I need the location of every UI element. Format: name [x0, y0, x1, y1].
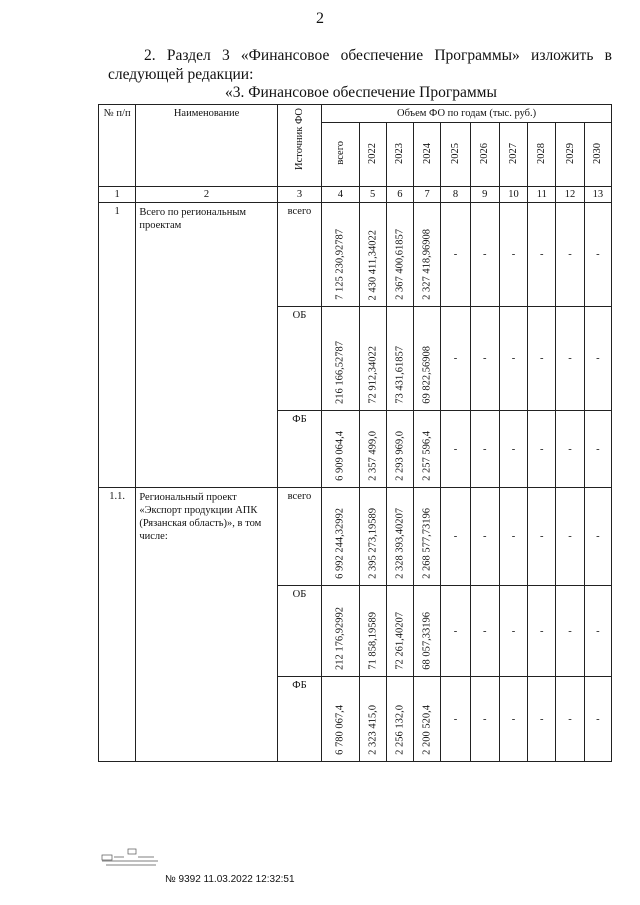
header-col-2030: 2030 [584, 123, 611, 187]
funding-source: всего [277, 203, 321, 307]
column-number: 1 [99, 187, 136, 203]
row-name: Всего по региональным проектам [136, 203, 277, 488]
empty-value: - [470, 203, 499, 307]
empty-value: - [470, 411, 499, 488]
header-col-2023: 2023 [386, 123, 413, 187]
empty-value: - [528, 411, 556, 488]
empty-value: - [441, 307, 470, 411]
empty-value: - [584, 586, 611, 677]
empty-value: - [470, 307, 499, 411]
year-value: 71 858,19589 [359, 586, 386, 677]
year-value: 2 323 415,0 [359, 677, 386, 762]
empty-value: - [584, 677, 611, 762]
header-col-2029: 2029 [556, 123, 584, 187]
header-col-2024: 2024 [414, 123, 441, 187]
year-value: 2 293 969,0 [386, 411, 413, 488]
total-value: 7 125 230,92787 [322, 203, 359, 307]
header-col-2027: 2027 [499, 123, 527, 187]
finance-table [98, 104, 612, 762]
intro-line-1 [108, 46, 612, 65]
row-index: 1 [99, 203, 136, 488]
total-value: 6 909 064,4 [322, 411, 359, 488]
column-number: 13 [584, 187, 611, 203]
total-value: 6 780 067,4 [322, 677, 359, 762]
empty-value: - [584, 411, 611, 488]
year-value: 2 327 418,96908 [414, 203, 441, 307]
header-col-2022: 2022 [359, 123, 386, 187]
column-number: 3 [277, 187, 321, 203]
year-value: 68 057,33196 [414, 586, 441, 677]
header-col-2026: 2026 [470, 123, 499, 187]
year-value: 72 912,34022 [359, 307, 386, 411]
year-value: 73 431,61857 [386, 307, 413, 411]
intro-word: Программы» [434, 47, 520, 64]
column-number: 5 [359, 187, 386, 203]
funding-source: ФБ [277, 677, 321, 762]
total-value: 6 992 244,32992 [322, 488, 359, 586]
column-number: 2 [136, 187, 277, 203]
intro-word: обеспечение [340, 47, 424, 64]
year-value: 72 261,40207 [386, 586, 413, 677]
empty-value: - [556, 203, 584, 307]
empty-value: - [584, 203, 611, 307]
intro-word: Раздел [166, 47, 211, 64]
funding-source: ОБ [277, 307, 321, 411]
total-value: 212 176,92992 [322, 586, 359, 677]
header-source: Источник ФО [277, 105, 321, 187]
intro-word: изложить [531, 47, 594, 64]
empty-value: - [499, 488, 527, 586]
year-value: 2 367 400,61857 [386, 203, 413, 307]
empty-value: - [556, 411, 584, 488]
year-value: 2 256 132,0 [386, 677, 413, 762]
header-name: Наименование [136, 105, 277, 187]
empty-value: - [499, 307, 527, 411]
empty-value: - [470, 586, 499, 677]
year-value: 2 257 596,4 [414, 411, 441, 488]
column-number: 9 [470, 187, 499, 203]
empty-value: - [584, 488, 611, 586]
intro-word: «Финансовое [240, 47, 330, 64]
empty-value: - [528, 203, 556, 307]
header-num: № п/п [99, 105, 136, 187]
empty-value: - [499, 586, 527, 677]
empty-value: - [499, 203, 527, 307]
intro-paragraph [108, 46, 612, 84]
empty-value: - [556, 677, 584, 762]
header-col-2025: 2025 [441, 123, 470, 187]
year-value: 2 328 393,40207 [386, 488, 413, 586]
document-registration-footer: № 9392 11.03.2022 12:32:51 [165, 874, 295, 885]
empty-value: - [470, 677, 499, 762]
column-number: 10 [499, 187, 527, 203]
intro-line-2: следующей редакции: [108, 66, 254, 83]
empty-value: - [441, 586, 470, 677]
intro-word: в [604, 47, 612, 64]
empty-value: - [441, 488, 470, 586]
page-number: 2 [316, 10, 324, 27]
empty-value: - [528, 586, 556, 677]
row-index: 1.1. [99, 488, 136, 762]
empty-value: - [528, 677, 556, 762]
empty-value: - [556, 586, 584, 677]
section-title: «3. Финансовое обеспечение Программы [225, 84, 497, 101]
empty-value: - [584, 307, 611, 411]
year-value: 2 200 520,4 [414, 677, 441, 762]
empty-value: - [528, 488, 556, 586]
empty-value: - [556, 488, 584, 586]
column-number: 8 [441, 187, 470, 203]
year-value: 2 395 273,19589 [359, 488, 386, 586]
empty-value: - [499, 677, 527, 762]
year-value: 2 430 411,34022 [359, 203, 386, 307]
empty-value: - [441, 411, 470, 488]
column-number: 7 [414, 187, 441, 203]
year-value: 2 268 577,73196 [414, 488, 441, 586]
total-value: 216 166,52787 [322, 307, 359, 411]
year-value: 69 822,56908 [414, 307, 441, 411]
column-number: 12 [556, 187, 584, 203]
column-number: 11 [528, 187, 556, 203]
funding-source: ФБ [277, 411, 321, 488]
intro-word: 3 [221, 47, 230, 64]
empty-value: - [528, 307, 556, 411]
table-row [99, 488, 612, 586]
column-number: 6 [386, 187, 413, 203]
empty-value: - [470, 488, 499, 586]
column-number: 4 [322, 187, 359, 203]
empty-value: - [441, 677, 470, 762]
year-value: 2 357 499,0 [359, 411, 386, 488]
header-col-2028: 2028 [528, 123, 556, 187]
empty-value: - [556, 307, 584, 411]
empty-value: - [499, 411, 527, 488]
funding-source: ОБ [277, 586, 321, 677]
header-col-total: всего [322, 123, 359, 187]
intro-word: 2. [144, 47, 156, 64]
funding-source: всего [277, 488, 321, 586]
empty-value: - [441, 203, 470, 307]
row-name: Региональный проект «Экспорт продукции АПК (Рязанская область)», в том числе: [136, 488, 277, 762]
registry-stamp [100, 847, 160, 869]
header-volume: Объем ФО по годам (тыс. руб.) [322, 105, 612, 123]
table-row [99, 203, 612, 307]
